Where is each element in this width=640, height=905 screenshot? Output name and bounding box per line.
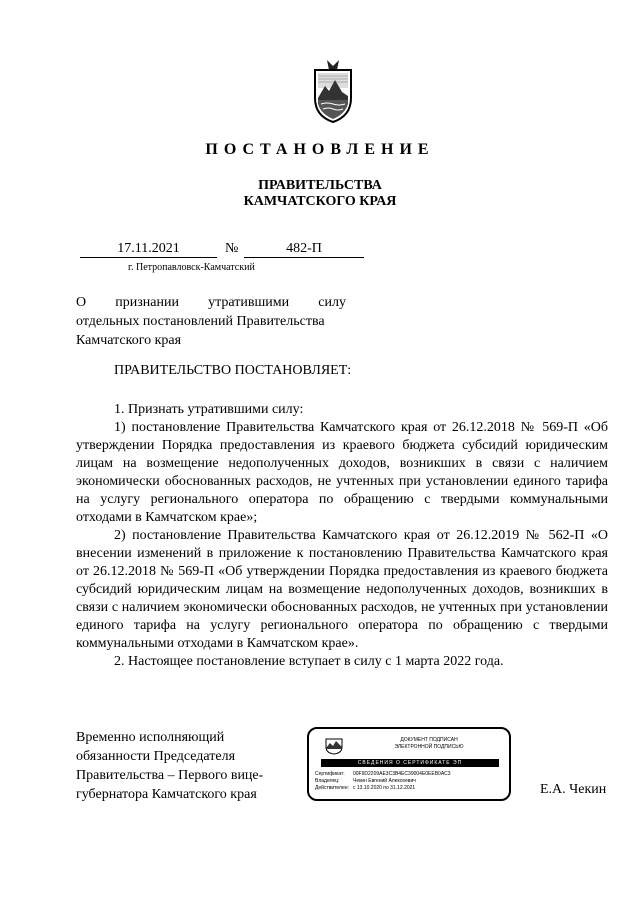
issuer-line-2: КАМЧАТСКОГО КРАЯ: [243, 194, 397, 209]
decree-heading: ПРАВИТЕЛЬСТВО ПОСТАНОВЛЯЕТ:: [114, 363, 352, 378]
stamp-header-line-2: ЭЛЕКТРОННОЙ ПОДПИСЬЮ: [394, 744, 464, 750]
stamp-valid-value: с 13.10.2020 по 31.12.2021: [353, 785, 416, 791]
paragraph-4: 2. Настоящее постановление вступает в силу с 1 марта 2022 года.: [114, 654, 504, 669]
stamp-owner-value: Чекин Евгений Алексеевич: [353, 778, 416, 784]
number-sign: №: [225, 241, 239, 256]
stamp-cert-label: Сертификат:: [315, 771, 345, 777]
document-number: 482-П: [244, 241, 364, 258]
stamp-certificate-bar: СВЕДЕНИЯ О СЕРТИФИКАТЕ ЭП: [321, 759, 499, 767]
subject-line-3: Камчатского края: [76, 333, 182, 348]
paragraph-2: 1) постановление Правительства Камчатского края от 26.12.2018 № 569-П «Об утверждении Порядка предоставления из краевого бюджета субсидий юридическим лицам на возмещение недополученных доходов, возникших в связи с наличием экономически обоснованных расходов, не учтенных при установлении единого тарифа на услугу регионального оператора по обращению с твердыми коммунальными отходами в Камчатском крае»;: [76, 420, 608, 525]
document-subject: [76, 293, 346, 350]
document-date: 17.11.2021: [80, 241, 217, 258]
document-body: [76, 401, 608, 671]
stamp-row-certificate: [315, 771, 505, 778]
signer-position: [76, 728, 286, 804]
stamp-header: [369, 737, 489, 751]
signer-position-line-2: обязанности Председателя: [76, 749, 236, 764]
stamp-owner-label: Владелец:: [315, 778, 340, 784]
stamp-header-line-1: ДОКУМЕНТ ПОДПИСАН: [400, 737, 458, 743]
paragraph-1: 1. Признать утратившими силу:: [114, 402, 304, 417]
signer-position-line-3: Правительства – Первого вице-: [76, 768, 264, 783]
coat-of-arms-emblem: [305, 58, 361, 124]
stamp-valid-label: Действителен:: [315, 785, 349, 791]
subject-line-2: отдельных постановлений Правительства: [76, 314, 325, 329]
paragraph-3: 2) постановление Правительства Камчатского края от 26.12.2019 № 562-П «О внесении изменений в приложение к постановлению Правительства Камчатского края от 26.12.2018 № 569-П «Об утверждении Порядка предоставления из краевого бюджета субсидий юридическим лицам на возмещение недополученных доходов, возникших в связи с наличием экономически обоснованных расходов, не учтенных при установлении единого тарифа на услугу регионального оператора по обращению с твердыми коммунальными отходами в Камчатском крае».: [76, 528, 608, 651]
electronic-signature-stamp: [307, 727, 511, 801]
document-city: г. Петропавловск-Камчатский: [128, 262, 255, 273]
stamp-row-owner: [315, 778, 505, 785]
stamp-emblem-icon: [323, 735, 345, 755]
signer-position-line-1: Временно исполняющий: [76, 730, 225, 745]
signer-name: Е.А. Чекин: [540, 782, 607, 797]
document-type-title: ПОСТАНОВЛЕНИЕ: [205, 141, 435, 158]
issuer-line-1: ПРАВИТЕЛЬСТВА: [258, 178, 382, 193]
stamp-cert-value: 00F9D2209AE3C3B4EC39004E0EEB0AC3: [353, 771, 451, 777]
subject-line-1: О признании утратившими силу: [76, 295, 346, 310]
signer-position-line-4: губернатора Камчатского края: [76, 787, 257, 802]
stamp-row-validity: [315, 785, 505, 792]
